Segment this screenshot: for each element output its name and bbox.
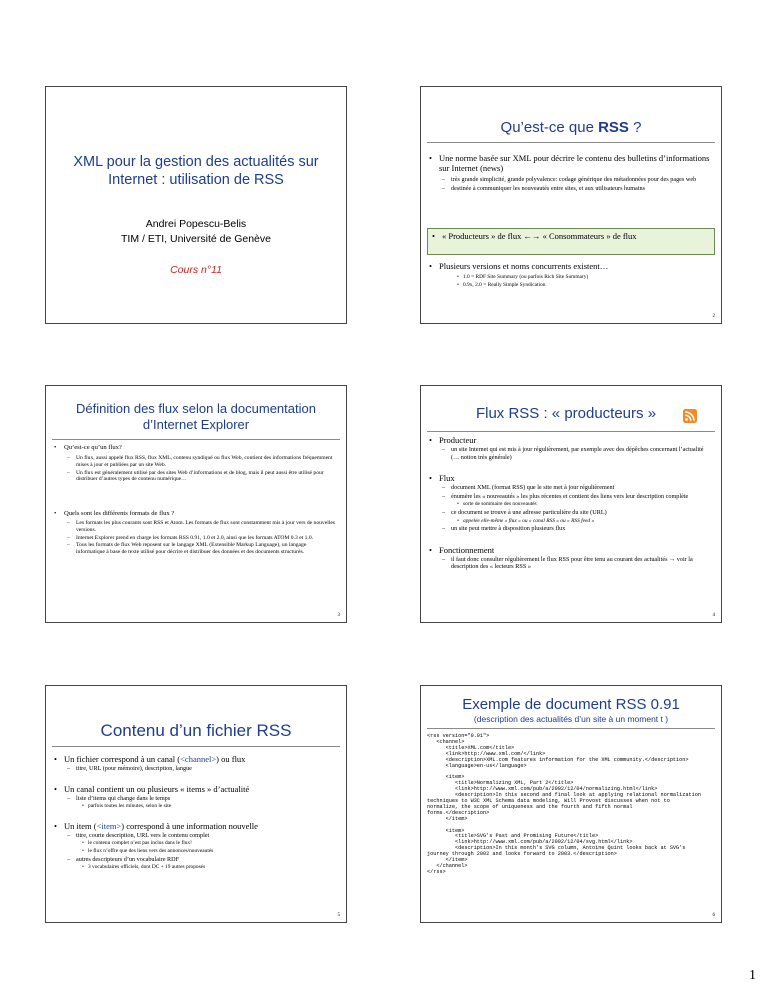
slide-2 <box>420 86 722 324</box>
author: Andrei Popescu-Belis <box>145 218 247 230</box>
sub-sub-bullet: • 3 vocabulaires officiels, dont DC + 19 autres proposés <box>54 864 336 871</box>
bullet-list <box>54 506 336 556</box>
slide-title: Contenu d’un fichier RSS <box>100 721 292 740</box>
bullet-list <box>429 147 711 192</box>
title-part: ? <box>628 119 642 136</box>
text: Un item ( <box>64 820 97 831</box>
channel-tag: <channel> <box>180 754 217 764</box>
sub-sub-bullet: • appelée elle-même « flux » ou « canal RSS » ou « RSS feed » <box>429 518 711 525</box>
sub-bullet: – liste d’items qui change dans le temps <box>54 795 336 803</box>
slide-number: 6 <box>712 913 715 918</box>
slide-6 <box>420 685 722 923</box>
slide-title: Flux RSS : « producteurs » <box>475 405 657 422</box>
title-divider <box>52 746 340 747</box>
item-tag: <item> <box>96 820 122 831</box>
sub-bullet: – autres descripteurs d’un vocabulaire RDF <box>54 856 336 864</box>
slide-number: 3 <box>337 613 340 618</box>
bullet <box>54 754 336 764</box>
slide-number: 4 <box>712 613 715 618</box>
bullet <box>54 821 336 831</box>
sub-sub-bullet: • sorte de sommaire des nouveautés <box>429 501 711 508</box>
title-rss: RSS <box>598 119 629 136</box>
affiliation: TIM / ETI, Université de Genève <box>121 233 271 245</box>
page-number: 1 <box>749 968 756 983</box>
sub-bullet: – il faut donc consulter régulièrement le flux RSS pour être tenu au courant des actualités → voir la description des « lecteurs RSS » <box>429 556 711 571</box>
title-divider <box>427 142 715 143</box>
slide-5 <box>45 685 347 923</box>
bullet-list <box>429 255 711 288</box>
sub-bullet: – ce document se trouve à une adresse particulière du site (URL) <box>429 509 711 517</box>
sub-bullet: – Un flux est généralement utilisé par des sites Web d’informations et de blog, mais il peut aussi être utilisé pour distribuer d’autres types de contenu numérique… <box>54 470 336 484</box>
bullet-list <box>429 429 711 571</box>
slide-subtitle: (description des actualités d’un site à un moment t ) <box>473 714 669 724</box>
bullet: • Fonctionnement <box>429 545 711 555</box>
bullet: • Plusieurs versions et noms concurrents existent… <box>429 261 711 271</box>
text: ) correspond à une information nouvelle <box>121 820 258 831</box>
sub-bullet: – titre, URL (pour mémoire), description, langue <box>54 765 336 773</box>
sub-bullet: – Les formats les plus courants sont RSS et Atom. Les formats de flux sont constamment mis à jour vers de nouvelles versions. <box>54 520 336 534</box>
sub-bullet: – Un flux, aussi appelé flux RSS, flux XML, contenu syndiqué ou flux Web, contient des informations fréquemment mises à jour et publiées par un site Web. <box>54 455 336 469</box>
sub-bullet: – un site peut mettre à disposition plusieurs flux <box>429 525 711 533</box>
sub-sub-bullet: • le flux n’offre que des liens vers des annonces/nouveautés <box>54 848 336 855</box>
slide-3 <box>45 385 347 623</box>
course-label: Cours n°11 <box>170 264 222 276</box>
title-divider <box>427 728 715 729</box>
sub-sub-bullet: • le contenu complet n’est pas inclus dans le flux! <box>54 840 336 847</box>
sub-sub-bullet: • parfois toutes les minutes, selon le site <box>54 803 336 810</box>
sub-bullet: – très grande simplicité, grande polyvalence: codage générique des métadonnées pour des pages web <box>429 176 711 184</box>
title-part: Qu’est-ce que <box>500 119 599 136</box>
slide-1 <box>45 86 347 324</box>
sub-bullet: – document XML (format RSS) que le site met à jour régulièrement <box>429 484 711 492</box>
slide-title: XML pour la gestion des actualités sur Internet : utilisation de RSS <box>73 154 319 188</box>
sub-bullet: – un site Internet qui est mis à jour régulièrement, par exemple avec des dépêches concernant l’actualité (… notion très générale) <box>429 446 711 461</box>
slide-title: Exemple de document RSS 0.91 <box>462 696 680 713</box>
bullet: • Quels sont les différents formats de flux ? <box>54 510 336 518</box>
sub-bullet: • 0.9x, 2.0 = Really Simple Syndication <box>429 282 711 289</box>
bullet-list <box>54 748 336 871</box>
highlight-box <box>427 228 715 255</box>
text: ) ou flux <box>216 754 246 764</box>
slide-4 <box>420 385 722 623</box>
rss-code-sample: <rss version="0.91"> <channel> <title>XML.com</title> <link>http://www.xml.com/</link> <description>XML.com features information for the XML community.</description> <language>en-us</language> <item> <title>Normalizing XML, Part 2</title> <link>http://www.xml.com/pub/a/2002/12/04/normalizing.html</link> <description>In this second and final look at applying relational normalization techniques to W3C XML Schema data modeling, Will Provost discusses when not to normalize, the scope of uniqueness and the fourth and fifth normal forms.</description> </item> <item> <title>SVG's Past and Promising Future</title> <link>http://www.xml.com/pub/a/2002/12/04/svg.html</link> <description>In this month's SVG column, Antoine Quint looks back at SVG's journey through 2002 and looks forward to 2003.</description> </item> </channel> </rss> <box>427 733 701 875</box>
sub-bullet: • 1.0 = RDF Site Summary (ou parfois Rich Site Summary) <box>429 274 711 281</box>
rss-feed-icon <box>683 409 697 423</box>
slide-number: 2 <box>712 314 715 319</box>
bullet: • Un canal contient un ou plusieurs « items » d’actualité <box>54 784 336 794</box>
sub-bullet: – titre, courte description, URL vers le contenu complet <box>54 832 336 840</box>
bullet-list <box>54 440 336 483</box>
sub-bullet: – Internet Explorer prend en charge les formats RSS 0.91, 1.0 et 2.0, ainsi que les formats ATOM 0.3 et 1.0. <box>54 535 336 542</box>
bullet: • Une norme basée sur XML pour décrire le contenu des bulletins d’informations sur Internet (news) <box>429 153 711 173</box>
bullet: • Flux <box>429 473 711 483</box>
slide-title: Définition des flux selon la documentation d’Internet Explorer <box>76 401 316 432</box>
text: Un fichier correspond à un canal ( <box>64 754 181 764</box>
bullet: • Qu’est-ce qu’un flux? <box>54 444 336 452</box>
slide-title <box>421 119 721 136</box>
sub-bullet: – Tous les formats de flux Web reposent sur le langage XML (Extensible Markup Language), un langage informatique à base de texte utilisé pour décrire et distribuer des données et des documents structurés. <box>54 542 336 556</box>
sub-bullet: – destinée à communiquer les nouveautés entre sites, et aux utilisateurs humains <box>429 185 711 193</box>
sub-bullet: – énumère les « nouveautés » les plus récentes et contient des liens vers leur description complète <box>429 493 711 501</box>
bullet: • Producteur <box>429 435 711 445</box>
producer-consumer-text: • « Producteurs » de flux ←→ « Consommateurs » de flux <box>432 231 637 241</box>
slide-number: 5 <box>337 913 340 918</box>
